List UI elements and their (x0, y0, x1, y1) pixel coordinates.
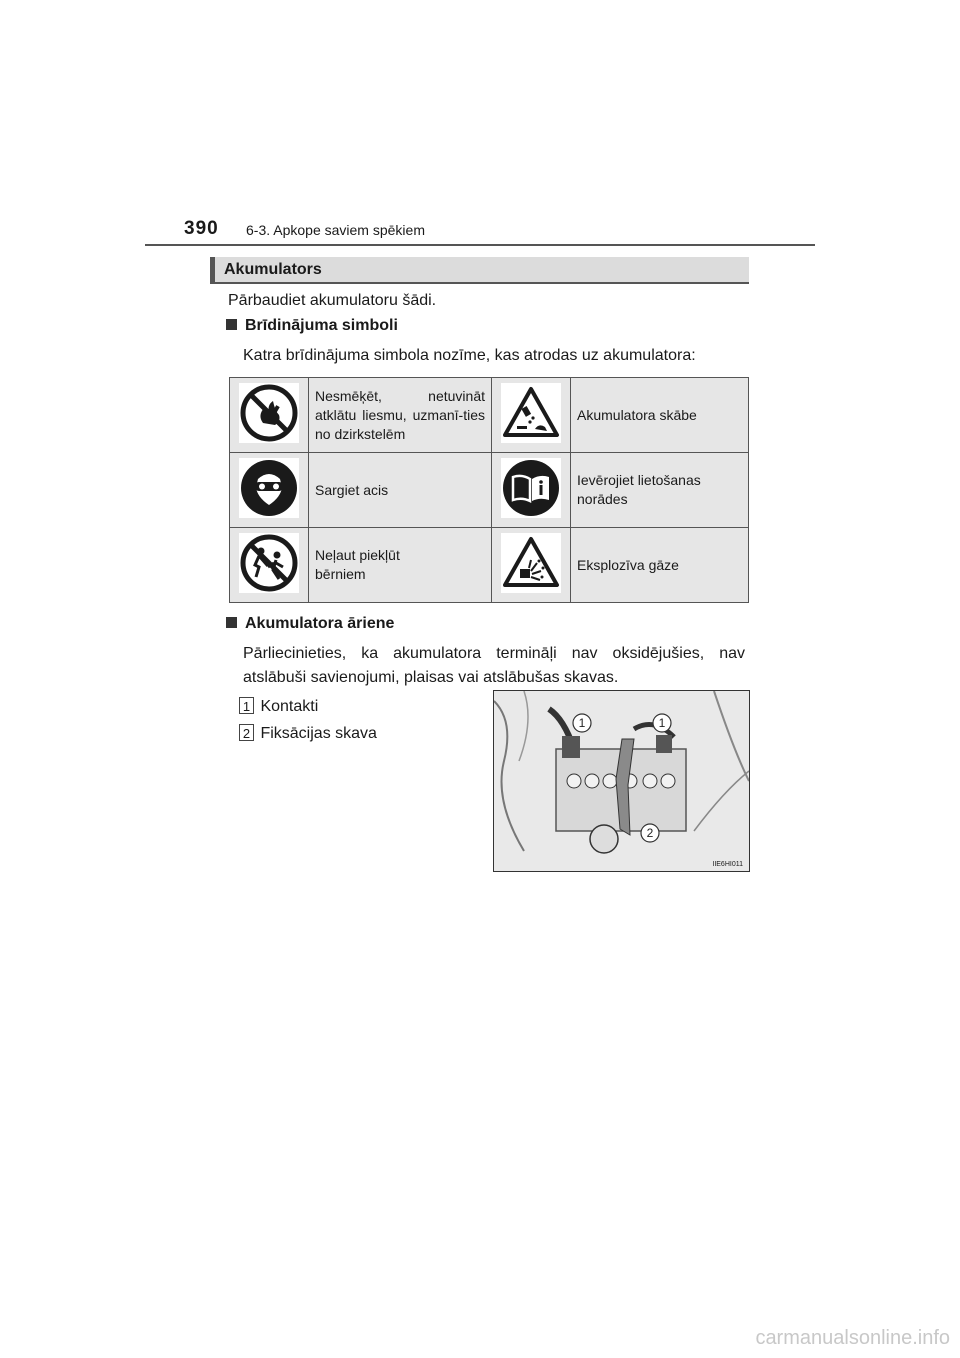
symbol-cell (230, 528, 309, 603)
intro-text: Pārbaudiet akumulatoru šādi. (228, 292, 437, 309)
symbol-label: Neļaut piekļūt bērniem (315, 547, 400, 582)
legend-label: Kontakti (260, 698, 319, 715)
legend-label: Fiksācijas skava (260, 725, 377, 742)
image-code: IIE6HI011 (712, 861, 743, 868)
legend-item (239, 722, 377, 746)
symbol-label: Nesmēķēt, netuvināt atklātu liesmu, uzmanī-ties no dzirkstelēm (315, 387, 485, 442)
symbol-label-cell (571, 378, 749, 453)
bullet-square-icon (226, 319, 237, 330)
battery-illustration (494, 691, 749, 871)
symbol-label-cell (571, 528, 749, 603)
legend-number: 1 (239, 697, 254, 714)
symbol-cell (492, 453, 571, 528)
legend-item (239, 695, 318, 719)
section-heading-bar (210, 257, 749, 284)
warning-symbols-text: Katra brīdinājuma simbola nozīme, kas atrodas uz akumulatora: (243, 347, 696, 364)
svg-text:2: 2 (646, 826, 654, 840)
warning-symbols-table (229, 377, 749, 603)
no-fire-icon (239, 383, 299, 443)
legend-number: 2 (239, 724, 254, 741)
page-number: 390 (184, 218, 219, 239)
symbol-cell (492, 528, 571, 603)
running-header: 6-3. Apkope saviem spēkiem (246, 222, 425, 238)
section-title: Akumulators (224, 261, 322, 278)
watermark: carmanualsonline.info (755, 1327, 950, 1349)
table-row (230, 453, 749, 528)
svg-text:1: 1 (658, 716, 666, 730)
header-rule (145, 244, 815, 246)
manual-icon (501, 458, 561, 518)
goggles-icon (239, 458, 299, 518)
symbol-label: Akumulatora skābe (577, 406, 697, 423)
no-children-icon (239, 533, 299, 593)
bullet-square-icon (226, 617, 237, 628)
symbol-label: Sargiet acis (315, 481, 389, 498)
exterior-text: Pārliecinieties, ka akumulatora termināļi nav oksidējušies, nav atslābuši savienojumi, plaisas vai atslābušas skavas. (243, 645, 745, 686)
symbol-label: Ievērojiet lietošanas norādes (577, 472, 701, 507)
symbol-cell (492, 378, 571, 453)
symbol-label-cell (309, 378, 492, 453)
table-row (230, 378, 749, 453)
symbol-label: Eksplozīva gāze (577, 556, 679, 573)
exterior-heading (226, 615, 394, 633)
section-marker (210, 257, 215, 284)
symbol-label-cell (571, 453, 749, 528)
exterior-heading-text: Akumulatora āriene (245, 615, 395, 632)
warning-symbols-heading-text: Brīdinājuma simboli (245, 317, 398, 334)
explosive-gas-icon (501, 533, 561, 593)
symbol-label-cell (309, 453, 492, 528)
battery-photo (493, 690, 750, 872)
symbol-cell (230, 453, 309, 528)
svg-text:1: 1 (578, 716, 586, 730)
acid-warning-icon (501, 383, 561, 443)
symbol-cell (230, 378, 309, 453)
table-row (230, 528, 749, 603)
warning-symbols-heading (226, 317, 398, 335)
symbol-label-cell (309, 528, 492, 603)
